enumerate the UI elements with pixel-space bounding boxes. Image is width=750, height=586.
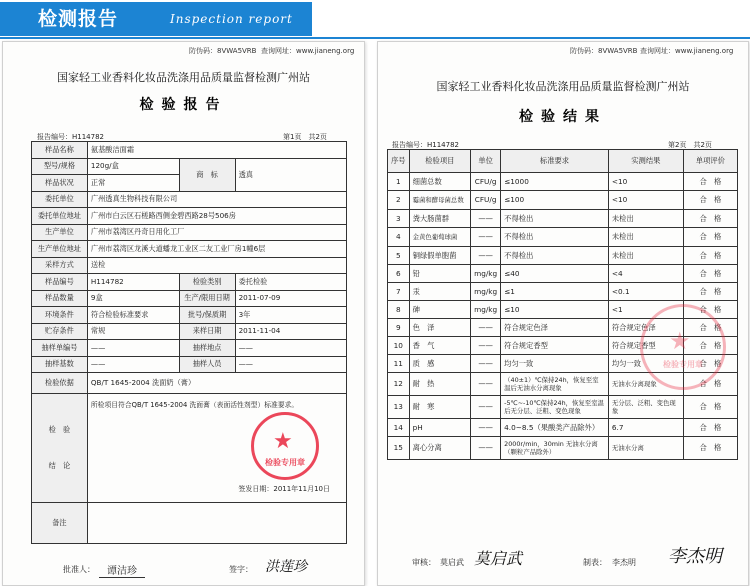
organization-name: 国家轻工业香料化妆品洗涤用品质量监督检测广州站 [436, 80, 690, 93]
table-row: 委托单位 广州透真生物科技有限公司 [32, 191, 347, 208]
table-row: 抽样单编号 —— 抽样地点 —— [32, 340, 347, 357]
table-cell: ≤10 [501, 301, 609, 319]
table-cell: 10 [388, 337, 410, 355]
column-header: 单项评价 [683, 150, 737, 173]
table-cell: 2 [388, 191, 410, 210]
table-cell: mg/kg [471, 265, 501, 283]
document-title: 检验报告 [139, 97, 228, 113]
table-row: 采样方式 送检 [32, 257, 347, 274]
table-row: 生产单位地址 广州市荔湾区龙溪大道蟠龙工业区二友工业厂房1幢6层 [32, 241, 347, 258]
table-row [388, 191, 738, 210]
table-cell: 符合规定色泽 [608, 319, 683, 337]
security-code: 防伪码：8VWA5VRB [570, 47, 638, 55]
table-cell: 13 [388, 396, 410, 419]
table-cell: 砷 [409, 301, 471, 319]
table-row: 样品编号 H114782 检验类别 委托检验 [32, 274, 347, 291]
table-cell: 6 [388, 265, 410, 283]
table-cell: （40±1）℃保持24h，恢复至室温后无油水分离现象 [501, 373, 609, 396]
column-header: 检验项目 [409, 150, 471, 173]
table-cell: 铜绿假单胞菌 [409, 247, 471, 265]
table-cell: 合 格 [683, 396, 737, 419]
table-cell: 5 [388, 247, 410, 265]
table-cell: 细菌总数 [409, 173, 471, 191]
table-cell: 合 格 [683, 173, 737, 191]
table-row: 备注 [32, 503, 347, 544]
table-row [388, 228, 738, 247]
table-cell: 离心分离 [409, 437, 471, 460]
seal-label: 检验专用章 [265, 458, 305, 467]
approver-name: 谭洁珍 [99, 562, 145, 578]
table-cell: 8 [388, 301, 410, 319]
column-header: 单位 [471, 150, 501, 173]
table-cell: 合 格 [683, 247, 737, 265]
table-row: 样品名称 氨基酸洁面霜 [32, 142, 347, 159]
table-cell: —— [471, 373, 501, 396]
security-code: 防伪码：8VWA5VRB [189, 47, 257, 55]
document-title: 检验结果 [519, 109, 607, 125]
report-page-1 [2, 41, 365, 586]
table-cell: 11 [388, 355, 410, 373]
table-cell: 2000r/min，30min 无油水分离（颗粒产品除外） [501, 437, 609, 460]
table-cell: 合 格 [683, 283, 737, 301]
table-row [388, 419, 738, 437]
table-cell: —— [471, 419, 501, 437]
table-row: 贮存条件 常规 来样日期 2011-11-04 [32, 323, 347, 340]
query-url: 查询网址：www.jianeng.org [640, 47, 734, 55]
table-cell: 香 气 [409, 337, 471, 355]
table-cell: ≤100 [501, 191, 609, 210]
page-number: 第2页 共2页 [668, 141, 712, 149]
table-cell: —— [471, 210, 501, 228]
report-number: 报告编号：H114782 [392, 141, 459, 149]
reviewer-name: 莫启武 [440, 558, 464, 567]
table-cell: 合 格 [683, 265, 737, 283]
table-cell: —— [471, 437, 501, 460]
column-header: 实测结果 [608, 150, 683, 173]
banner-title: 检测报告 [0, 2, 162, 36]
table-row [388, 396, 738, 419]
table-cell: 未检出 [608, 228, 683, 247]
table-cell: 3 [388, 210, 410, 228]
page-number: 第1页 共2页 [283, 133, 327, 141]
report-page-2 [377, 41, 749, 586]
table-cell: 合 格 [683, 437, 737, 460]
table-cell: 不得检出 [501, 210, 609, 228]
table-row: 型号/规格 120g/盒 商 标 透真 [32, 158, 347, 175]
conclusion-label-cell: 检 验 结 论 [32, 394, 88, 503]
table-cell: 合 格 [683, 337, 737, 355]
table-cell: 合 格 [683, 319, 737, 337]
table-cell: 耐 寒 [409, 396, 471, 419]
table-row: 检验依据 QB/T 1645-2004 洗面奶（膏） [32, 373, 347, 394]
table-cell: 合 格 [683, 355, 737, 373]
table-cell: ≤1000 [501, 173, 609, 191]
signer-signature: 洪莲珍 [265, 559, 307, 575]
conclusion-text: 所检项目符合QB/T 1645-2004 洗面膏（表面活性剂型）标准要求。 [90, 401, 299, 409]
table-cell: mg/kg [471, 301, 501, 319]
inspection-seal [251, 412, 319, 480]
table-cell: 色 泽 [409, 319, 471, 337]
report-number: 报告编号：H114782 [37, 133, 104, 141]
signoff-date: 签发日期：2011年11月10日 [238, 485, 330, 493]
table-cell: CFU/g [471, 191, 501, 210]
organization-name: 国家轻工业香料化妆品洗涤用品质量监督检测广州站 [57, 71, 310, 84]
signer-label: 签字： [229, 565, 253, 574]
table-cell: 合 格 [683, 228, 737, 247]
table-cell: <4 [608, 265, 683, 283]
table-cell: 质 感 [409, 355, 471, 373]
table-cell: 未检出 [608, 247, 683, 265]
table-cell: 符合规定香型 [501, 337, 609, 355]
table-cell: 均匀一致 [608, 355, 683, 373]
table-row [388, 283, 738, 301]
inspection-seal [640, 304, 726, 390]
table-cell: 耐 热 [409, 373, 471, 396]
table-cell: <10 [608, 173, 683, 191]
banner-divider [0, 37, 750, 39]
column-header: 标准要求 [501, 150, 609, 173]
seal-label: 检验专用章 [663, 360, 703, 369]
table-row: 样品状况 正常 [32, 175, 347, 192]
table-cell: 不得检出 [501, 247, 609, 265]
reviewer-label: 审核： [412, 558, 436, 567]
table-cell: 无油水分离 [608, 437, 683, 460]
approver-label: 批准人： [63, 565, 95, 574]
table-cell: 4 [388, 228, 410, 247]
table-cell: mg/kg [471, 283, 501, 301]
table-row: 环境条件 符合检验标准要求 批号/保质期 3年 [32, 307, 347, 324]
table-cell: 9 [388, 319, 410, 337]
table-cell: 铅 [409, 265, 471, 283]
table-row: 委托单位地址 广州市白云区石槎路西侧金碧西路28号506房 [32, 208, 347, 225]
table-cell: 14 [388, 419, 410, 437]
table-cell: 合 格 [683, 419, 737, 437]
table-cell: 霉菌和酵母菌总数 [409, 191, 471, 210]
table-cell: —— [471, 337, 501, 355]
table-row [388, 265, 738, 283]
reviewer-signature: 莫启武 [474, 549, 523, 568]
table-row [388, 173, 738, 191]
star-icon: ★ [273, 429, 293, 454]
table-cell: <10 [608, 191, 683, 210]
header-banner [0, 0, 750, 40]
table-cell: 1 [388, 173, 410, 191]
table-cell: 合 格 [683, 210, 737, 228]
table-cell: 6.7 [608, 419, 683, 437]
table-cell: 无油水分离现象 [608, 373, 683, 396]
table-cell: ≤40 [501, 265, 609, 283]
table-row: 抽样基数 —— 抽样人员 —— [32, 356, 347, 373]
table-cell: 合 格 [683, 301, 737, 319]
sample-info-table [31, 141, 347, 544]
table-cell: —— [471, 228, 501, 247]
tabulator-label: 制表： [583, 558, 607, 567]
table-row [388, 210, 738, 228]
table-cell: <0.1 [608, 283, 683, 301]
table-cell: 合 格 [683, 373, 737, 396]
table-row: 样品数量 9盒 生产/限用日期 2011-07-09 [32, 290, 347, 307]
star-icon: ★ [669, 327, 691, 355]
table-cell: 均匀一致 [501, 355, 609, 373]
query-url: 查询网址：www.jianeng.org [261, 47, 355, 55]
table-cell: 12 [388, 373, 410, 396]
table-row [388, 247, 738, 265]
banner-subtitle: Inspection report [170, 12, 293, 26]
table-cell: 无分层、泛粗、变色现象 [608, 396, 683, 419]
table-cell: 4.0~8.5（果酸类产品除外） [501, 419, 609, 437]
table-cell: 符合规定香型 [608, 337, 683, 355]
table-cell: <1 [608, 301, 683, 319]
table-cell: 15 [388, 437, 410, 460]
table-cell: ≤1 [501, 283, 609, 301]
table-cell: 7 [388, 283, 410, 301]
table-row [388, 437, 738, 460]
table-cell: 不得检出 [501, 228, 609, 247]
column-header: 序号 [388, 150, 410, 173]
table-cell: —— [471, 355, 501, 373]
table-cell: 粪大肠菌群 [409, 210, 471, 228]
tabulator-signature: 李杰明 [668, 546, 722, 567]
table-cell: —— [471, 396, 501, 419]
table-cell: 合 格 [683, 191, 737, 210]
table-cell: 汞 [409, 283, 471, 301]
table-cell: —— [471, 319, 501, 337]
table-cell: 符合规定色泽 [501, 319, 609, 337]
table-cell: —— [471, 247, 501, 265]
table-cell: -5℃~-10℃保持24h，恢复至室温后无分层、泛粗、变色现象 [501, 396, 609, 419]
table-cell: 未检出 [608, 210, 683, 228]
tabulator-name: 李杰明 [612, 558, 636, 567]
table-cell: pH [409, 419, 471, 437]
table-row: 生产单位 广州市荔湾区丹奇日用化工厂 [32, 224, 347, 241]
table-cell: 金黄色葡萄球菌 [409, 228, 471, 247]
table-header-row [388, 150, 738, 173]
table-cell: CFU/g [471, 173, 501, 191]
